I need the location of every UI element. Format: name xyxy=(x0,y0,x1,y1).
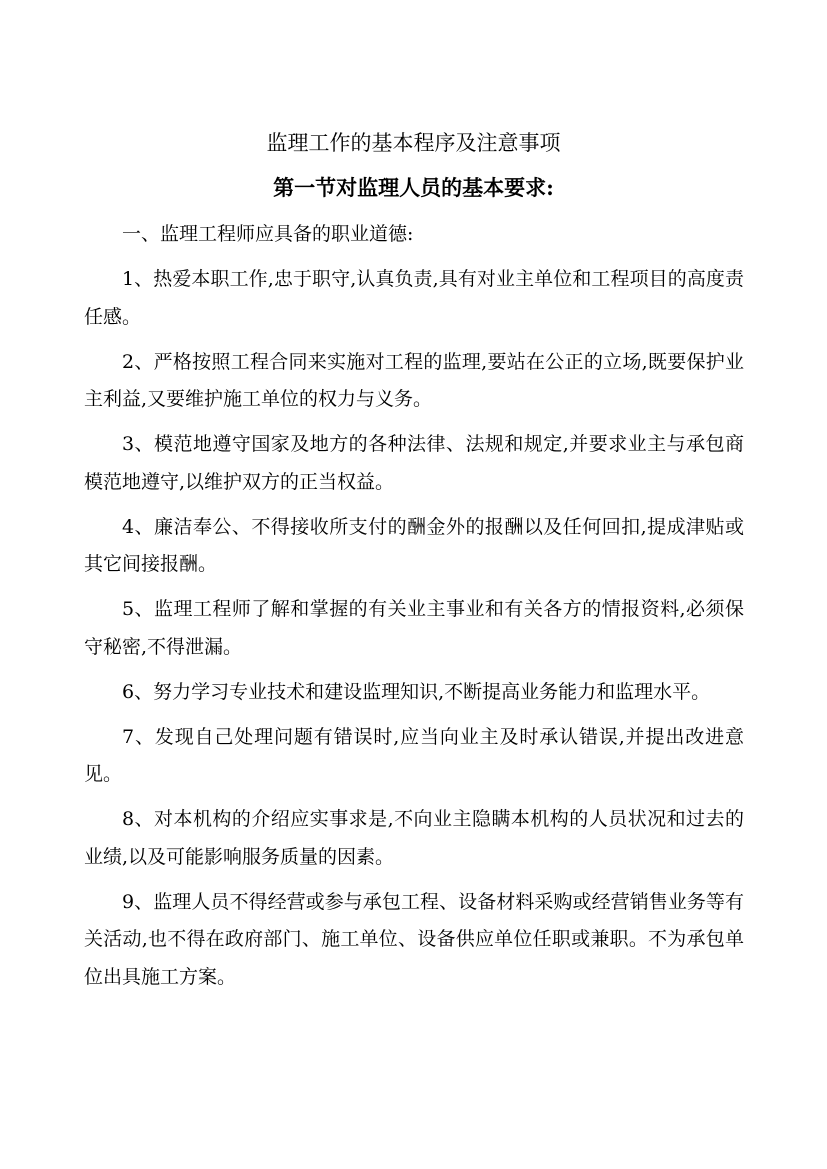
paragraph-item-9: 9、监理人员不得经营或参与承包工程、设备材料采购或经营销售业务等有关活动,也不得在政府部门、施工单位、设备供应单位任职或兼职。不为承包单位出具施工方案。 xyxy=(84,890,744,988)
paragraph-item-8: 8、对本机构的介绍应实事求是,不向业主隐瞒本机构的人员状况和过去的业绩,以及可能影响服务质量的因素。 xyxy=(84,808,744,868)
document-body xyxy=(84,216,744,1004)
paragraph-item-1: 1、热爱本职工作,忠于职守,认真负责,具有对业主单位和工程项目的高度责任感。 xyxy=(84,268,744,328)
paragraph-intro: 一、监理工程师应具备的职业道德: xyxy=(122,223,414,245)
paragraph-item-7: 7、发现自己处理问题有错误时,应当向业主及时承认错误,并提出改进意见。 xyxy=(84,725,744,785)
paragraph-item-6: 6、努力学习专业技术和建设监理知识,不断提高业务能力和监理水平。 xyxy=(122,680,711,703)
paragraph-item-2: 2、严格按照工程合同来实施对工程的监理,要站在公正的立场,既要保护业主利益,又要维护施工单位的权力与义务。 xyxy=(84,350,744,410)
paragraph-item-3: 3、模范地遵守国家及地方的各种法律、法规和规定,并要求业主与承包商模范地遵守,以维护双方的正当权益。 xyxy=(84,433,744,493)
document-title: 监理工作的基本程序及注意事项 xyxy=(266,131,561,155)
paragraph-item-4: 4、廉洁奉公、不得接收所支付的酬金外的报酬以及任何回扣,提成津贴或其它间接报酬。 xyxy=(84,515,744,575)
paragraph-item-5: 5、监理工程师了解和掌握的有关业主事业和有关各方的情报资料,必须保守秘密,不得泄漏。 xyxy=(84,598,744,658)
section-heading: 第一节对监理人员的基本要求: xyxy=(273,175,554,200)
